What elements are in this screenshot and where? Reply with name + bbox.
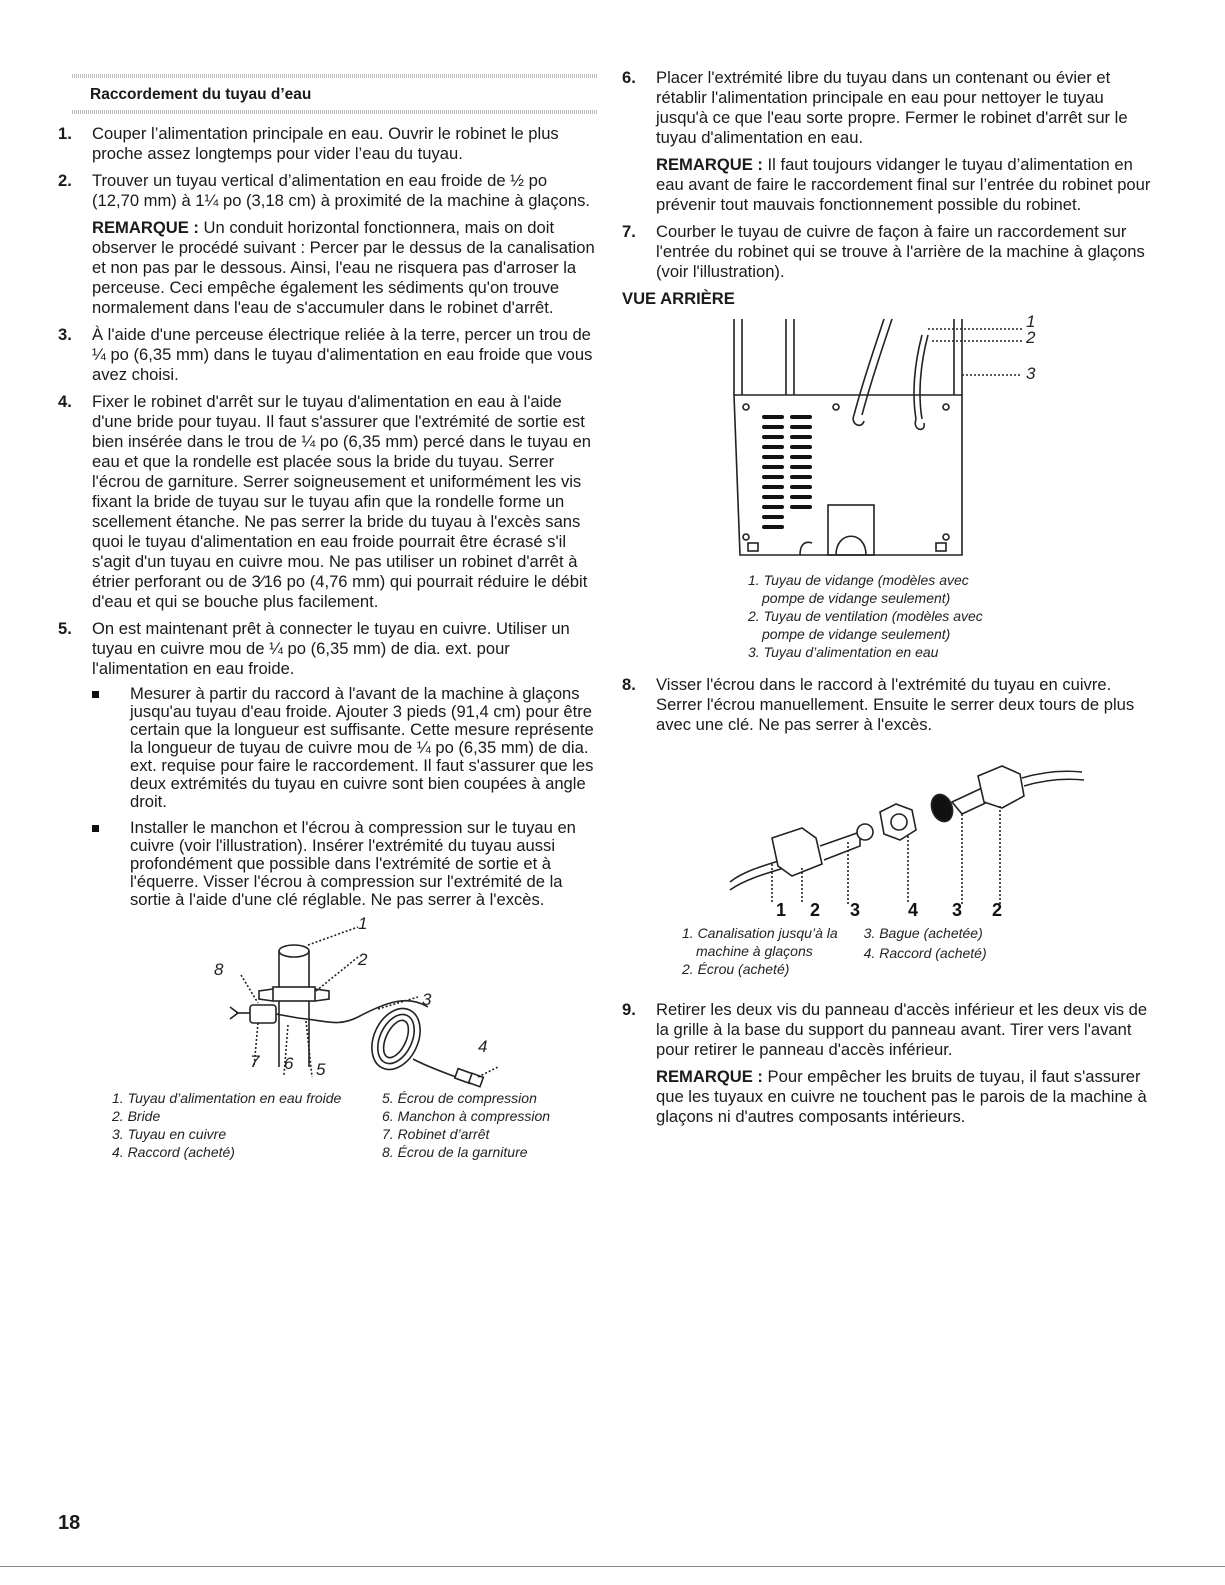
header-rule-top [72,74,598,78]
caption-item: 6. Manchon à compression [382,1108,551,1124]
step-8 [622,675,1152,735]
right-column [622,68,1152,1134]
bullet-item [92,685,598,811]
shutoff-valve-figure [58,917,598,1089]
callout-8: 8 [214,960,224,979]
caption-item: 1. Tuyau de vidange (modèles avec [748,572,969,588]
step-number: 5. [58,619,72,638]
steps-list-right-2 [622,675,1152,735]
caption-item: pompe de vidange seulement) [762,590,951,606]
bullet-text: Mesurer à partir du raccord à l'avant de la machine à glaçons jusqu'au tuyau d'eau froide. Ajouter 3 pieds (91,4 cm) pour être certain que la longueur est suffisante. Cette mesure représente la longueur de tuyau de cuivre mou de ¼ po (6,35 mm) de dia. ext. requise pour faire le raccordement. Il faut s'assurer que les deux extrémités du tuyau en cuivre sont bien coupées à angle droit. [130,684,594,811]
vent-slots [762,415,812,529]
bullet-text: Installer le manchon et l'écrou à compression sur le tuyau en cuivre (voir l'illustration). Insérer l'extrémité du tuyau aussi profondément que possible dans l'extrémité de sortie et à l'équerre. Visser l'écrou à compression sur l'extrémité de la sortie à l'aide d'une clé réglable. Ne pas serrer à l'excès. [130,818,576,909]
step-3 [58,325,598,385]
step-number: 8. [622,675,636,694]
bullet-square-icon [92,691,99,698]
section-title: Raccordement du tuyau d’eau [90,86,312,103]
step-text: Couper l’alimentation principale en eau. Ouvrir le robinet le plus proche assez longtemps pour vider l’eau du tuyau. [92,124,559,163]
step-6 [622,68,1152,215]
step-number: 4. [58,392,72,411]
compression-fitting-figure [622,742,1152,918]
callout-7: 7 [250,1052,260,1071]
figure-3-captions [682,924,1152,978]
bullet-item [92,819,598,909]
step-1 [58,124,598,164]
fitting-number: 1 [776,900,787,918]
steps-list-right-3 [622,1000,1152,1127]
note-label: REMARQUE : [656,155,763,174]
step-text: Trouver un tuyau vertical d’alimentation en eau froide de ½ po (12,70 mm) à 1¼ po (3,18 cm) à proximité de la machine à glaçons. [92,171,591,210]
caption-item: 7. Robinet d’arrêt [382,1126,490,1142]
note-text: Il faut toujours vidanger le tuyau d’alimentation en eau avant de faire le raccordement final sur l’entrée du robinet pour prévenir tout mauvais fonctionnement possible du robinet. [656,155,1151,214]
caption-item: 1. Canalisation jusqu’à la [682,925,838,941]
step-text: Fixer le robinet d'arrêt sur le tuyau d'alimentation en eau à l'aide d'une bride pour tuyau. Il faut s'assurer que l'extrémité de sortie est bien insérée dans le trou de ¼ po (6,35 mm) percé dans le tuyau en eau et que la rondelle est placée sous la bride du tuyau. Serrer l'écrou de garniture. Serrer soigneusement et uniformément les vis fixant la bride de tuyau sur le tuyau afin que la rondelle forme un scellement étanche. Ne pas serrer la bride du tuyau à l'excès sans quoi le tuyau d'alimentation en eau froide pourrait être écrasé s'il s'agit d'un tuyau en cuivre mou. Ne pas utiliser un robinet d'arrêt à étrier perforant ou de 3⁄16 po (4,76 mm) qui pourrait réduire le débit d'eau et qui se bouche plus facilement. [92,392,592,611]
callout-1: 1 [1026,315,1036,331]
step-5 [58,619,598,909]
caption-item: 4. Raccord (acheté) [863,945,987,961]
caption-item: machine à glaçons [696,943,813,959]
step-number: 6. [622,68,636,87]
callout-4: 4 [478,1037,488,1056]
caption-item: 4. Raccord (acheté) [112,1144,235,1160]
fitting-number: 2 [810,900,821,918]
note [656,155,1152,215]
step-text: Courber le tuyau de cuivre de façon à faire un raccordement sur l'entrée du robinet qui se trouve à l'arrière de la machine à glaçons (voir l'illustration). [656,222,1145,281]
page-number: 18 [58,1512,81,1534]
steps-list-right [622,68,1152,282]
step-text: Retirer les deux vis du panneau d'accès inférieur et les deux vis de la grille à la base du support du panneau avant. Tirer vers l'avant pour retirer le panneau d'accès inférieur. [656,1000,1148,1059]
callout-3: 3 [422,990,432,1009]
caption-item: 2. Écrou (acheté) [682,961,790,977]
page-bottom-rule [0,1566,1225,1567]
caption-item: 8. Écrou de la garniture [382,1144,528,1160]
fitting-number: 2 [992,900,1003,918]
step-4 [58,392,598,612]
callout-2: 2 [1026,328,1036,347]
caption-item: 3. Tuyau d’alimentation en eau [748,644,939,660]
step-text: Placer l'extrémité libre du tuyau dans un contenant ou évier et rétablir l'alimentation principale en eau pour nettoyer le tuyau jusqu'à ce que l'eau sorte propre. Fermer le robinet d'arrêt sur le tuyau d'alimentation en eau. [656,68,1128,147]
figure-1-captions [112,1089,598,1161]
caption-item: 3. Tuyau en cuivre [112,1126,227,1142]
step-number: 7. [622,222,636,241]
note-label: REMARQUE : [656,1067,763,1086]
step-number: 1. [58,124,72,143]
note-text: Pour empêcher les bruits de tuyau, il faut s'assurer que les tuyaux en cuivre ne touchent pas le parois de la machine à glaçons ni d'autres composants intérieurs. [656,1067,1147,1126]
figure-2-captions [748,571,1152,661]
step-number: 2. [58,171,72,190]
callout-1: 1 [358,917,368,933]
caption-column [864,924,987,978]
bullet-list [92,685,598,909]
caption-item: 1. Tuyau d’alimentation en eau froide [112,1090,342,1106]
callout-3: 3 [1026,364,1036,383]
callout-2: 2 [358,950,368,969]
caption-item: 2. Bride [112,1108,161,1124]
note [92,218,598,318]
step-text: À l'aide d'une perceuse électrique reliée à la terre, percer un trou de ¼ po (6,35 mm) dans le tuyau d'alimentation en eau froide que vous avez choisi. [92,325,593,384]
rear-view-heading: VUE ARRIÈRE [622,289,735,308]
note [656,1067,1152,1127]
step-2 [58,171,598,318]
left-column [58,68,598,1161]
caption-item: pompe de vidange seulement) [762,626,951,642]
bullet-square-icon [92,825,99,832]
step-9 [622,1000,1152,1127]
fitting-number: 3 [952,900,963,918]
step-number: 9. [622,1000,636,1019]
step-text: Visser l'écrou dans le raccord à l'extrémité du tuyau en cuivre. Serrer l'écrou manuellement. Ensuite le serrer deux tours de plus avec une clé. Ne pas serrer à l'excès. [656,675,1135,734]
fitting-number: 3 [850,900,861,918]
caption-item: 5. Écrou de compression [382,1090,537,1106]
step-7 [622,222,1152,282]
steps-list-left [58,124,598,909]
note-text: Un conduit horizontal fonctionnera, mais on doit observer le procédé suivant : Percer par le dessus de la canalisation et non pas par le dessous. Ainsi, l'eau ne risquera pas d'arroser la perceuse. Ceci empêche également les sédiments qu'on trouve normalement dans l'eau de s'accumuler dans le robinet d'arrêt. [92,218,595,317]
step-text: On est maintenant prêt à connecter le tuyau en cuivre. Utiliser un tuyau en cuivre mou de ¼ po (6,35 mm) de dia. ext. pour l'alimentation en eau froide. [92,619,570,678]
caption-item: 3. Bague (achetée) [863,925,983,941]
rear-view-figure [622,315,1152,565]
caption-column [682,924,838,978]
fitting-illustration [730,766,1084,904]
section-header [72,74,598,114]
note-label: REMARQUE : [92,218,199,237]
callout-6: 6 [284,1054,294,1073]
callout-5: 5 [316,1060,326,1079]
caption-item: 2. Tuyau de ventilation (modèles avec [748,608,983,624]
header-rule-bottom [72,110,598,114]
fitting-number: 4 [908,900,919,918]
step-number: 3. [58,325,72,344]
